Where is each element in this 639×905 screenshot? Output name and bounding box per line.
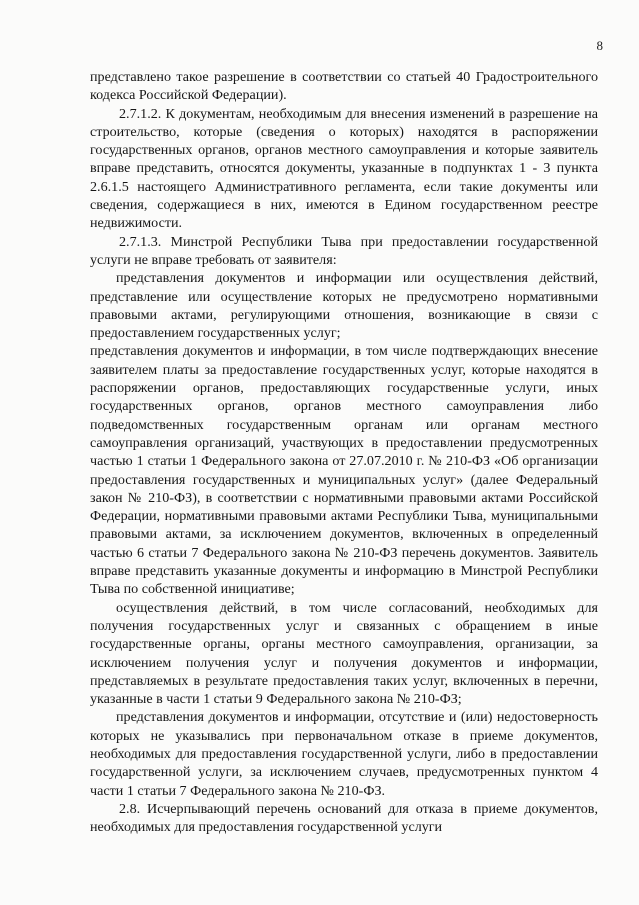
- page-number: 8: [596, 38, 603, 53]
- paragraph: представлено такое разрешение в соответствии со статьей 40 Градостроительного кодекса Российской Федерации).: [90, 69, 598, 104]
- paragraph: представления документов и информации или осуществления действий, представление или осуществление которых не предусмотрено нормативными правовыми актами, регулирующими отношения, возникающие в связи с предоставлением государственных услуг;: [90, 270, 598, 342]
- paragraph: 2.7.1.3. Минстрой Республики Тыва при предоставлении государственной услуги не вправе требовать от заявителя:: [90, 233, 598, 268]
- document-body: [90, 68, 598, 836]
- paragraph: 2.8. Исчерпывающий перечень оснований для отказа в приеме документов, необходимых для предоставления государственной услуги: [90, 800, 598, 836]
- paragraph: представления документов и информации, отсутствие и (или) недостоверность которых не указывались при первоначальном отказе в приеме документов, необходимых для предоставления государственной услуги, либо в предоставлении государственной услуги, за исключением случаев, предусмотренных пунктом 4 части 1 статьи 7 Федерального закона № 210-ФЗ.: [90, 709, 598, 799]
- paragraph: представления документов и информации, в том числе подтверждающих внесение заявителем платы за предоставление государственных услуг, которые находятся в распоряжении органов, предоставляющих государственные услуги, иных государственных органов, органов местного самоуправления либо подведомственных государственным органам или органам местного самоуправления организаций, участвующих в предоставлении предусмотренных частью 1 статьи 1 Федерального закона от 27.07.2010 г. № 210-ФЗ «Об организации предоставления государственных и муниципальных услуг» (далее Федеральный закон № 210-ФЗ), в соответствии с нормативными правовыми актами Российской Федерации, нормативными правовыми актами Республики Тыва, муниципальными правовыми актами, за исключением документов, включенных в определенный частью 6 статьи 7 Федерального закона № 210-ФЗ перечень документов. Заявитель вправе представить указанные документы и информацию в Минстрой Республики Тыва по собственной инициативе;: [90, 343, 598, 598]
- paragraph: 2.7.1.2. К документам, необходимым для внесения изменений в разрешение на строительство, которые (сведения о которых) находятся в распоряжении государственных органов, органов местного самоуправления и которые заявитель вправе представить, относятся документы, указанные в подпунктах 1 - 3 пункта 2.6.1.5 настоящего Административного регламента, если такие документы или сведения, содержащиеся в них, имеются в Едином государственном реестре недвижимости.: [90, 105, 598, 232]
- paragraph: осуществления действий, в том числе согласований, необходимых для получения государственных услуг и связанных с обращением в иные государственные органы, органы местного самоуправления, организации, за исключением получения услуг и получения документов и информации, представляемых в результате предоставления таких услуг, включенных в перечни, указанные в части 1 статьи 9 Федерального закона № 210-ФЗ;: [90, 599, 598, 708]
